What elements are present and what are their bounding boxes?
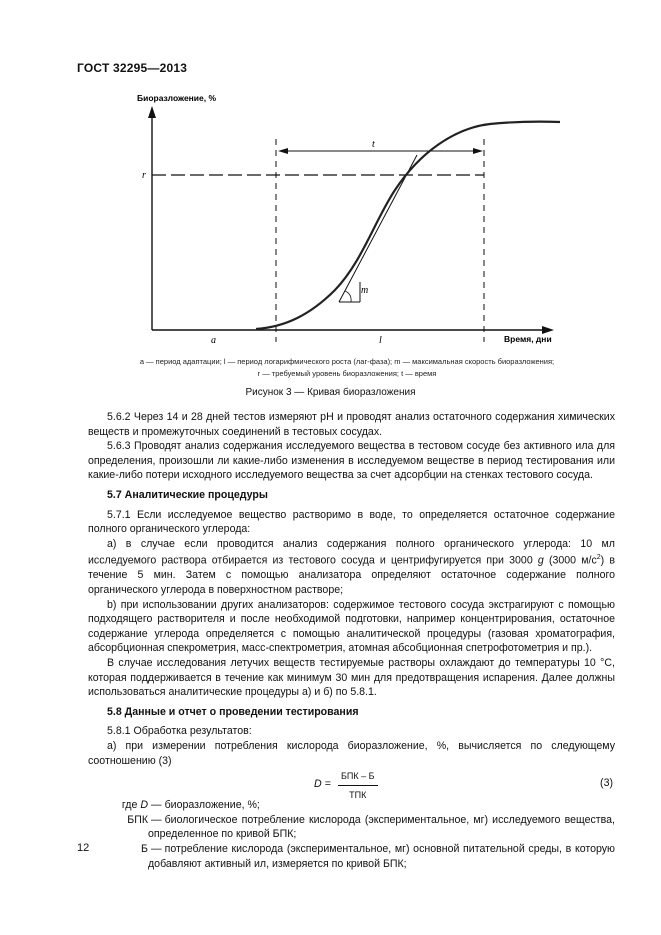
t-arrow-right [473, 148, 483, 154]
paragraph-5-7-1: 5.7.1 Если исследуемое вещество растворимо в воде, то определяется остаточное содержание полного органического углерода: [88, 508, 615, 536]
formula-lhs: D = [314, 778, 331, 791]
page-number: 12 [77, 842, 90, 854]
body-text [88, 410, 615, 871]
y-axis-label: Биоразложение, % [137, 93, 217, 103]
formula-numerator: БПК – Б [338, 769, 378, 786]
heading-5-7: 5.7 Аналитические процедуры [107, 488, 268, 501]
definition-B: Б — потребление кислорода (экспериментальное, мг) основной питательной среды, в которую добавляют активный ил, измеряется по кривой БПК; [141, 842, 615, 870]
definition-BPK: БПК — биологическое потребление кислорода (экспериментальное, мг) исследуемого вещества, определенное по кривой БПК; [127, 813, 615, 841]
figure-caption: Рисунок 3 — Кривая биоразложения [245, 387, 416, 398]
formula-fraction [338, 769, 378, 802]
paragraph-5-8-1-a: а) при измерении потребления кислорода биоразложение, %, вычисляется по следующему соотношению (3) [88, 740, 615, 767]
paragraph-5-6-2: 5.6.2 Через 14 и 28 дней тестов измеряют pH и проводят анализ остаточного содержания химических веществ и промежуточных соединений в тестовых сосудах. [88, 411, 615, 438]
label-a: a [211, 335, 216, 346]
paragraph-5-7-1-b: b) при использовании других анализаторов: содержимое тестового сосуда экстрагируют с помощью подходящего растворителя и после необходимой подготовки, например концентрирования, остаточное содержание углерода определяется с помощью аналитической процедуры (газовая хроматография, абсорбционная спекрометрия, масс-спектрометрия, атомная абсобционная спетрофотометрия и пр.). [88, 598, 615, 655]
label-r: r [142, 170, 146, 181]
figure-legend-line-2: r — требуемый уровень биоразложения; t — время [257, 369, 437, 378]
paragraph-volatile: В случае исследования летучих веществ тестируемые растворы охлаждают до температуры 10 °С, которая поддерживается в течение как минимум 30 мин для предотвращения испарения. Далее должны использоваться аналитические процедуры а) и б) по 5.8.1. [88, 657, 615, 699]
formula-3 [88, 768, 615, 798]
paragraph-5-8-1: 5.8.1 Обработка результатов: [107, 725, 252, 738]
t-arrow-left [278, 148, 288, 154]
definition-D: где D — биоразложение, %; [121, 799, 260, 812]
y-axis-arrow [148, 106, 156, 118]
x-axis-label: Время, дни [504, 334, 552, 344]
biodegradation-curve [256, 122, 560, 329]
paragraph-5-6-3: 5.6.3 Проводят анализ содержания исследуемого вещества в тестовом сосуде без активного ила для определения, произошли ли какие-либо изменения в исследуемом веществе в период тестирования или какие-либо потери исходного исследуемого вещества за счет адсорбции на стенках тестового сосуда. [88, 440, 615, 482]
label-t: t [372, 139, 375, 150]
slope-angle-arc [345, 291, 351, 302]
x-axis-arrow [542, 326, 554, 334]
formula-number: (3) [600, 777, 613, 790]
biodegradation-curve-figure [0, 0, 661, 380]
label-l: l [379, 335, 382, 346]
formula-denominator: ТПК [349, 789, 367, 800]
heading-5-8: 5.8 Данные и отчет о проведении тестирования [107, 705, 359, 718]
document-header: ГОСТ 32295—2013 [77, 61, 188, 75]
figure-legend-line-1: a — период адаптации; l — период логарифмического роста (лаг-фаза); m — максимальная скорость биоразложения; [139, 357, 555, 366]
paragraph-5-7-1-a: а) в случае если проводится анализ содержания полного органического углерода: 10 мл исследуемого раствора отбирается из тестового сосуда и центрифугируется при 3000 g (3000 $м/с^2$) в течение 5 мин. Затем с помощью анализатора определяют остаточное содержание полного органического углерода в поверхностном растворе; [88, 537, 615, 597]
label-m: m [361, 285, 369, 296]
